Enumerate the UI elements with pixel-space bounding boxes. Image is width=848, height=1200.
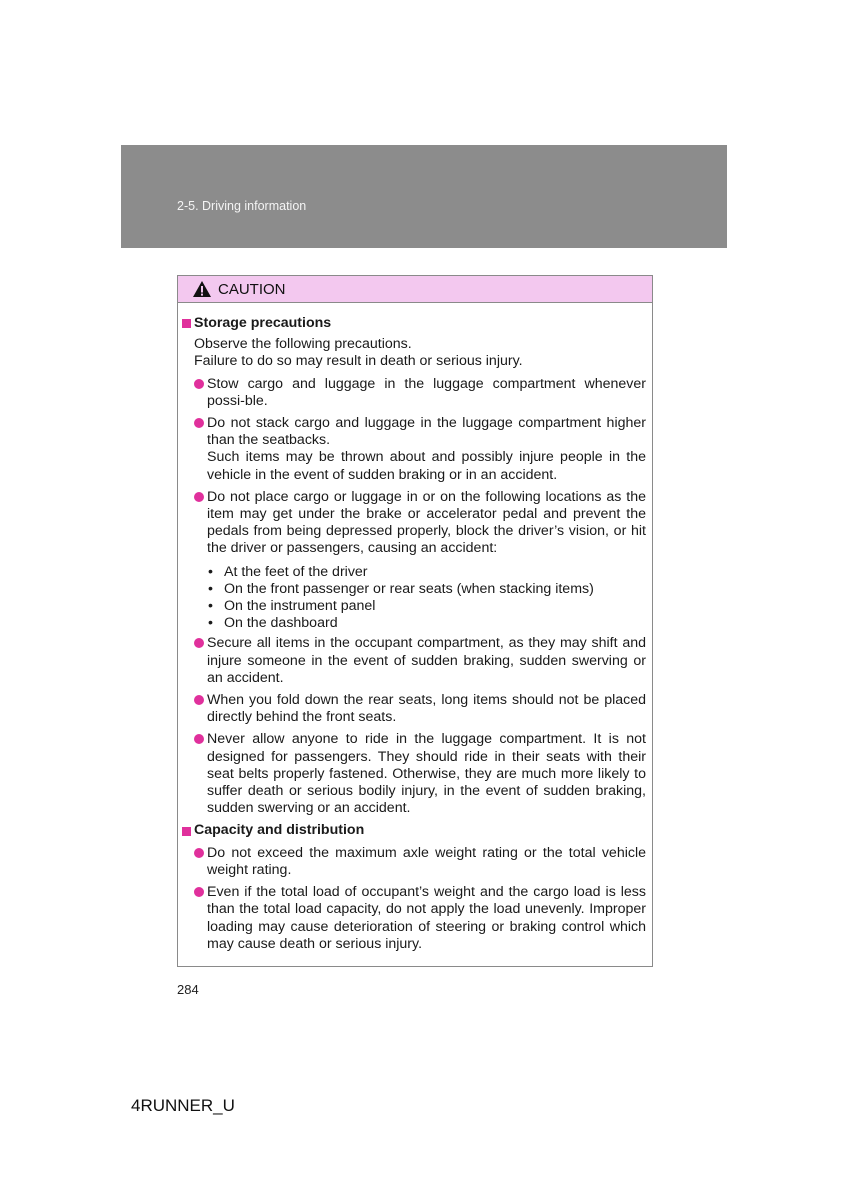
square-bullet-icon (182, 319, 191, 328)
footer-model-code: 4RUNNER_U (131, 1096, 235, 1115)
sub-list (182, 564, 646, 633)
bullet-dot-icon (194, 492, 204, 502)
bullet-dot-icon (194, 887, 204, 897)
caution-content (178, 303, 652, 953)
list-item: When you fold down the rear seats, long items should not be placed directly behind the front seats. (182, 692, 646, 726)
page-number: 284 (177, 982, 199, 997)
list-item: Do not exceed the maximum axle weight rating or the total vehicle weight rating. (182, 845, 646, 879)
bullet-dot-icon (194, 418, 204, 428)
intro-line: Observe the following precautions. (194, 336, 412, 353)
sub-item: • At the feet of the driver (208, 563, 368, 580)
sub-item: • On the dashboard (208, 615, 338, 632)
caution-title: CAUTION (218, 280, 286, 298)
bullet-dot-icon (194, 848, 204, 858)
section-label: 2-5. Driving information (177, 199, 307, 213)
bullet-dot-icon (194, 379, 204, 389)
bullet-dot-icon (194, 638, 204, 648)
intro-line: Failure to do so may result in death or serious injury. (194, 353, 523, 370)
list-item: Even if the total load of occupant’s weight and the cargo load is less than the total load capacity, do not apply the load unevenly. Improper loading may cause deterioration of steering or braking control which may cause death or serious injury. (182, 884, 646, 953)
list-item: Do not stack cargo and luggage in the luggage compartment higher than the seatbacks. Such items may be thrown about and possibly injure people in the vehicle in the event of sudden braking or in an accident. (182, 415, 646, 484)
warning-triangle-icon (192, 280, 212, 298)
list-item: Stow cargo and luggage in the luggage compartment whenever possi-ble. (182, 376, 646, 410)
bullet-dot-icon (194, 695, 204, 705)
header-band (121, 145, 727, 248)
list-item: Do not place cargo or luggage in or on the following locations as the item may get under the brake or accelerator pedal and prevent the pedals from being depressed properly, block the driver’s vision, or hit the driver or passengers, causing an accident: (182, 489, 646, 558)
caution-header (178, 276, 652, 303)
sub-item: • On the front passenger or rear seats (when stacking items) (208, 580, 594, 597)
section-heading: Storage precautions (182, 315, 646, 332)
square-bullet-icon (182, 827, 191, 836)
list-item: Secure all items in the occupant compartment, as they may shift and injure someone in the event of sudden braking, sudden swerving or an accident. (182, 635, 646, 687)
sub-item: • On the instrument panel (208, 598, 376, 615)
caution-box (177, 275, 653, 967)
bullet-dot-icon (194, 734, 204, 744)
section-heading: Capacity and distribution (182, 822, 646, 839)
list-item: Never allow anyone to ride in the luggage compartment. It is not designed for passengers. They should ride in their seats with their seat belts properly fastened. Otherwise, they are much more likely to suffer death or serious bodily injury, in the event of sudden braking, sudden swerving or an accident. (182, 731, 646, 817)
